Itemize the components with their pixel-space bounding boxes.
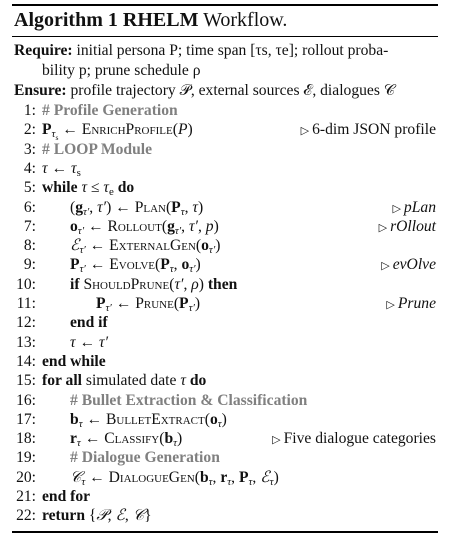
algo-line [0, 140, 450, 159]
line-code: ℰ$_{\tau'}$ ← $ExternalGen(o_{\tau'})$ [70, 237, 221, 257]
algo-line [0, 429, 450, 448]
algo-line [0, 313, 450, 332]
line-side-comment: ▷ Five dialogue categories [272, 430, 436, 448]
line-code: $P_{\tau'}$ ← $Evolve(P_\tau$, $o_{\tau'}$) [70, 256, 201, 276]
line-number: 11: [16, 295, 36, 312]
ensure-text: profile trajectory 𝒫, external sources ℰ, dialogues 𝒞 [70, 82, 396, 99]
algo-line [0, 468, 450, 487]
algo-line [0, 198, 450, 217]
bottom-rule [12, 531, 438, 533]
require-text: initial persona P; time span [τs, τe]; rollout proba- [76, 42, 389, 59]
top-rule [12, 4, 438, 6]
algo-line [0, 487, 450, 506]
triangle-icon: ▷ [381, 260, 390, 273]
line-code: end for [42, 488, 91, 505]
line-comment: # Bullet Extraction & Classification [70, 391, 308, 409]
line-number: 10: [16, 275, 36, 293]
ensure-keyword: Ensure: [14, 82, 67, 99]
triangle-icon: ▷ [272, 434, 281, 447]
line-number: 7: [23, 217, 36, 235]
line-code: while $\tau \le \tau_e$ do [42, 179, 135, 199]
line-code: $r_\tau$ ← $Classify(b_\tau)$ [70, 430, 183, 450]
line-comment: # Profile Generation [42, 102, 178, 119]
line-code: τ ← $\tau_s$ [42, 159, 81, 179]
line-code: end if [70, 314, 108, 332]
algo-line [0, 255, 450, 274]
line-code: $P_{\tau'}$ ← $Prune(P_{\tau'})$ [96, 295, 201, 314]
algo-line [0, 371, 450, 390]
line-number: 2: [23, 121, 36, 139]
triangle-icon: ▷ [300, 125, 310, 138]
ensure-block [14, 81, 436, 101]
triangle-icon: ▷ [392, 202, 401, 215]
line-number: 19: [16, 449, 36, 467]
algo-line [0, 217, 450, 236]
triangle-icon: ▷ [386, 299, 395, 311]
line-side-comment: ▷ evOlve [381, 256, 436, 274]
algo-line [0, 294, 450, 313]
line-number: 16: [16, 391, 36, 409]
algo-line [0, 333, 450, 352]
algo-line [0, 236, 450, 255]
line-code: 𝒞$_\tau$ ← $DialogueGen(b_\tau$, $r_\tau$, $P_\tau$, ℰ$_\tau$) [70, 468, 279, 488]
line-comment: # LOOP Module [42, 140, 153, 158]
line-comment: # Dialogue Generation [70, 449, 220, 467]
line-side-comment: ▷ 6-dim JSON profile [300, 121, 436, 139]
line-code: end while [42, 352, 106, 370]
line-side-comment: ▷ Prune [386, 295, 436, 312]
algo-line [0, 352, 450, 371]
line-code: return {𝒫, ℰ, 𝒞} [42, 507, 152, 525]
line-code: $b_\tau$ ← $BulletExtract(o_\tau)$ [70, 410, 227, 430]
caption-title: RHELM [122, 9, 199, 31]
require-block [14, 41, 436, 81]
line-number: 13: [16, 333, 36, 351]
line-number: 4: [23, 159, 36, 177]
algo-line [0, 101, 450, 120]
line-number: 1: [23, 102, 36, 119]
line-side-comment: ▷ pLan [392, 198, 436, 216]
algorithm-caption [14, 7, 287, 33]
line-number: 9: [23, 256, 36, 274]
algo-line [0, 448, 450, 467]
line-number: 3: [23, 140, 36, 158]
line-number: 22: [16, 507, 36, 525]
algo-line [0, 178, 450, 197]
line-code: $o_{\tau'}$ ← $Rollout(g_{\tau'}$, τ′, p) [70, 217, 219, 237]
line-code: ($g_{\tau'}$, τ′) ← $Plan(P_\tau$, τ) [70, 198, 204, 218]
line-number: 5: [23, 179, 36, 197]
require-keyword: Require: [14, 42, 73, 59]
line-number: 21: [16, 488, 36, 505]
line-number: 17: [16, 410, 36, 428]
algo-line [0, 120, 450, 143]
caption-label: Algorithm 1 [14, 9, 118, 31]
line-number: 14: [16, 352, 36, 370]
line-number: 6: [23, 198, 36, 216]
algo-line [0, 159, 450, 178]
caption-rule [12, 36, 438, 37]
algo-line [0, 275, 450, 294]
algo-line [0, 506, 450, 525]
line-code: for all simulated date τ do [42, 372, 207, 390]
caption-suffix: Workflow. [203, 9, 288, 31]
triangle-icon: ▷ [378, 221, 388, 234]
line-number: 15: [16, 372, 36, 390]
line-number: 8: [23, 237, 36, 255]
line-code: $P_{\tau_s}$ ← EnrichProfile(P) [42, 121, 193, 143]
line-number: 18: [16, 430, 36, 448]
line-code: τ ← τ′ [70, 333, 108, 351]
algo-line [0, 391, 450, 410]
line-code: if ShouldPrune(τ′, ρ) then [70, 275, 238, 293]
line-number: 12: [16, 314, 36, 332]
algo-line [0, 410, 450, 429]
line-number: 20: [16, 468, 36, 486]
line-side-comment: ▷ rOllout [378, 217, 436, 235]
require-text-continued: bility p; prune schedule ρ [42, 62, 201, 79]
